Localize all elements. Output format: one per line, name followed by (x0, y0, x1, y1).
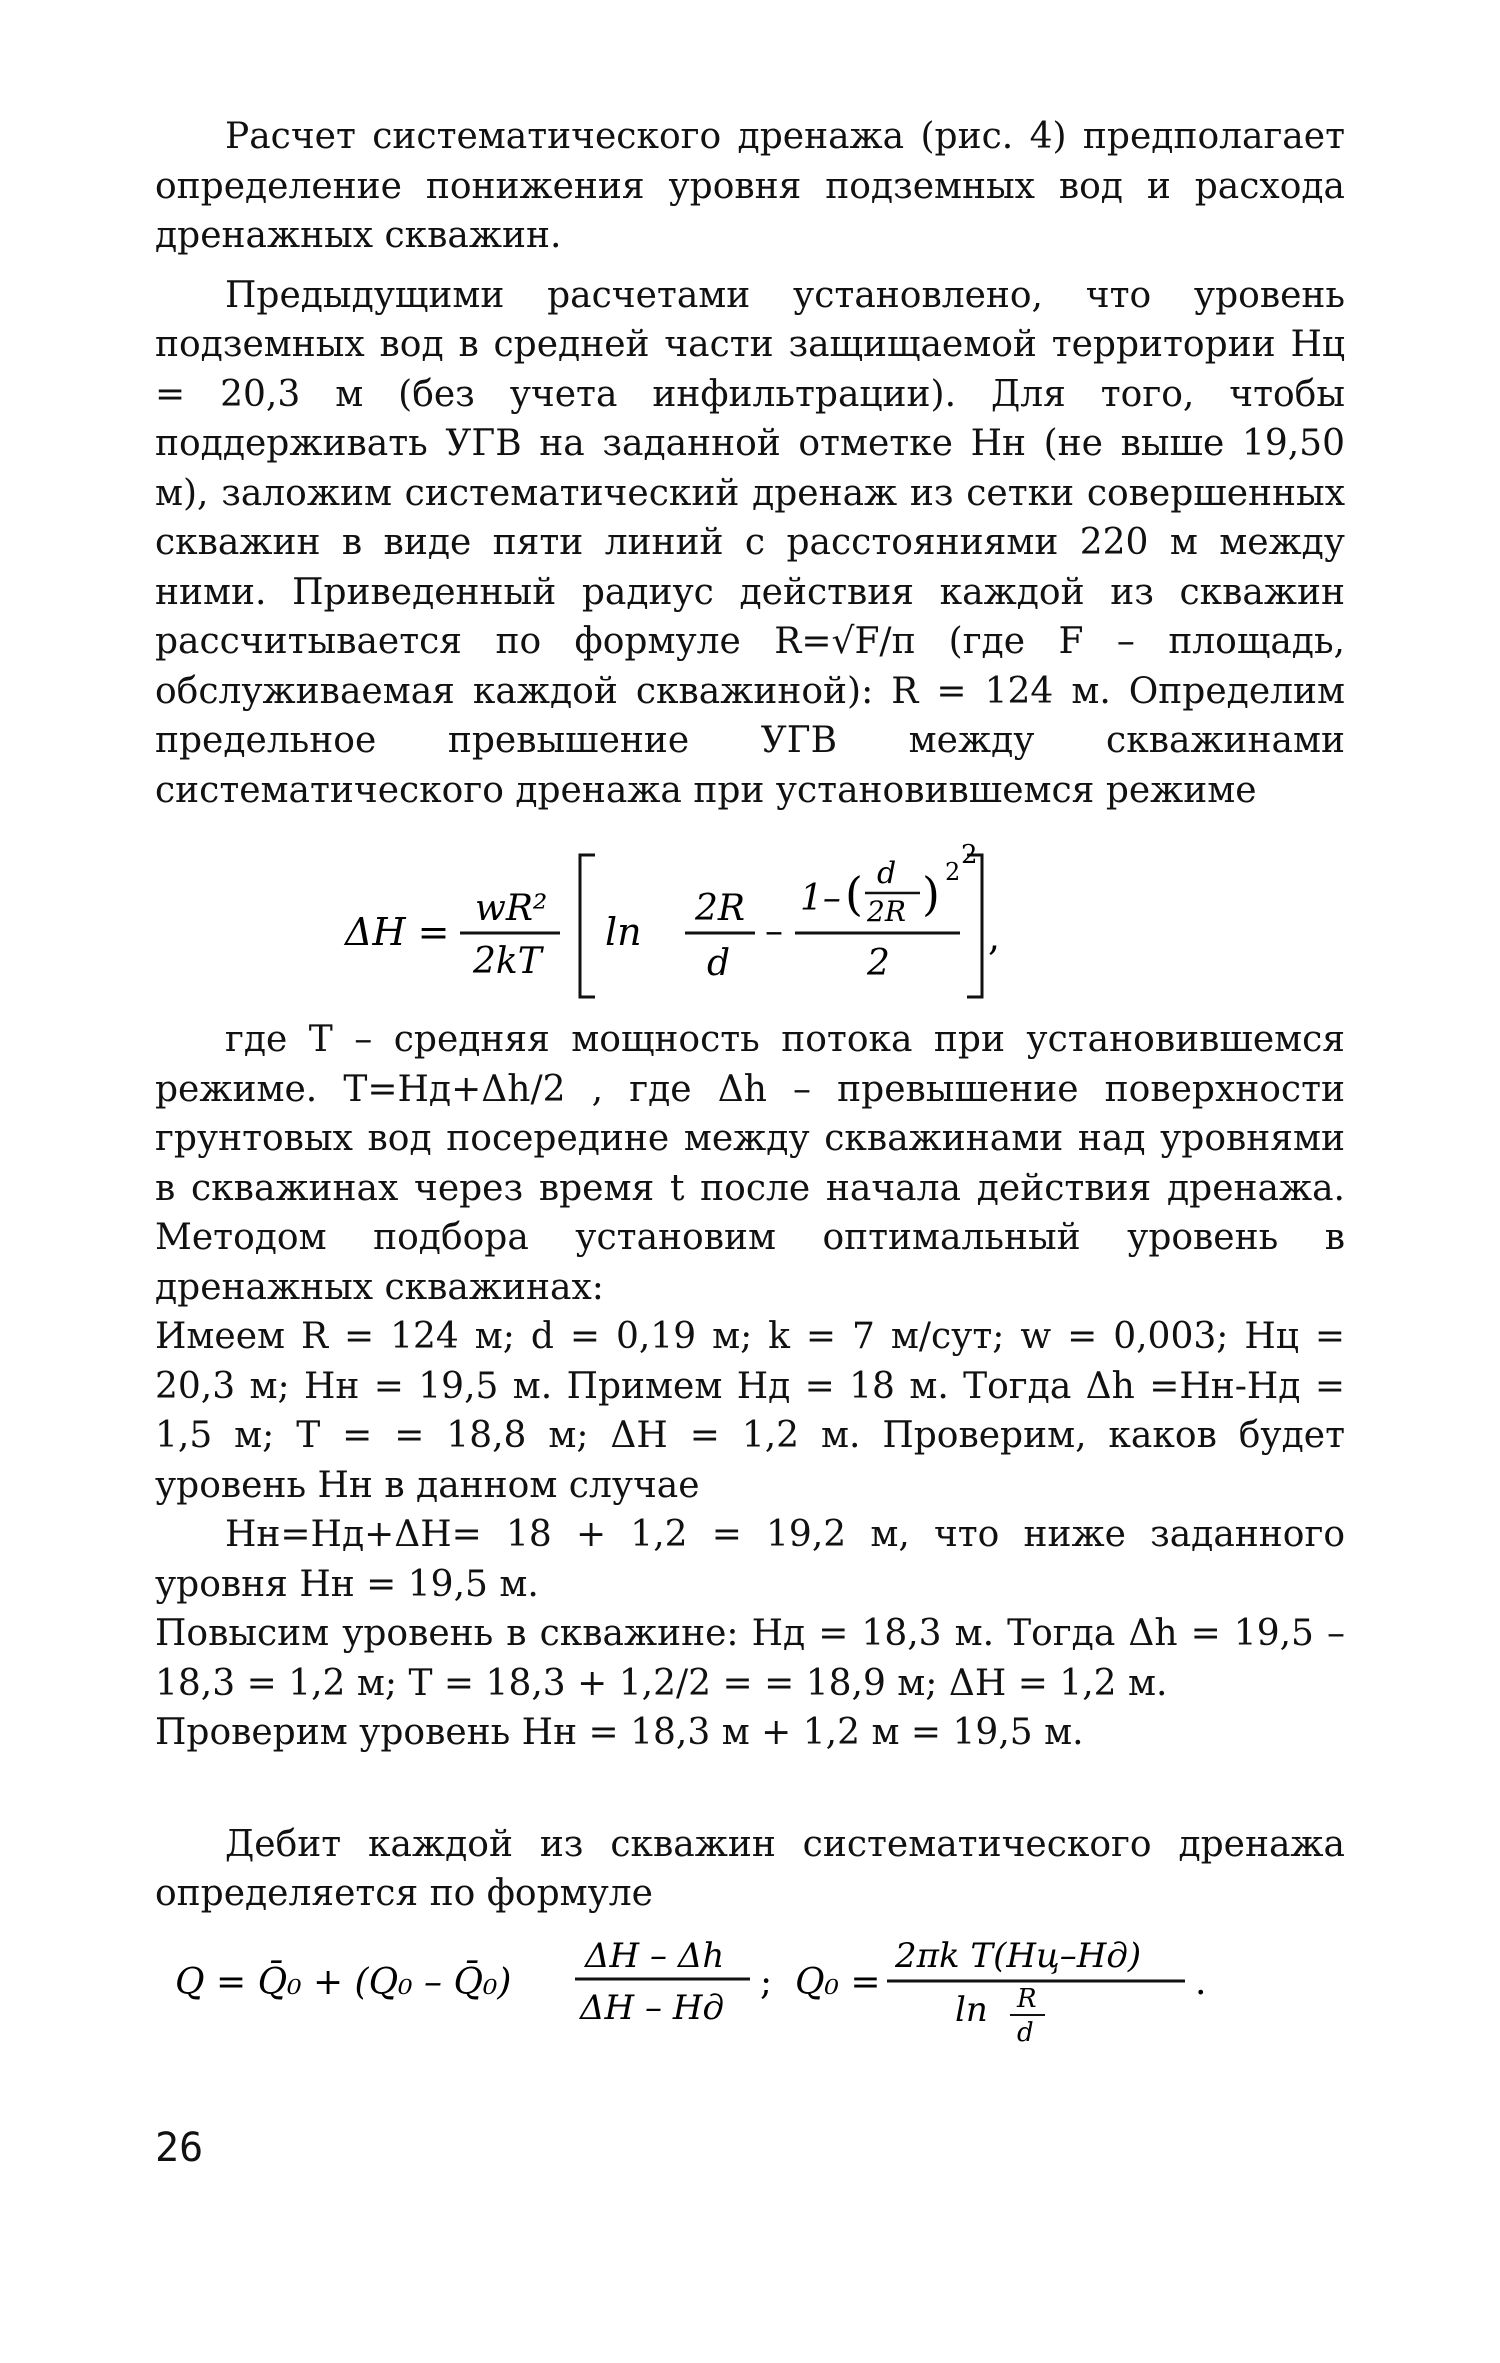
paragraph-calculation-setup: Предыдущими расчетами установлено, что уровень подземных вод в средней части защищаемой территории Hц = 20,3 м (без учета инфильтрации). Для того, чтобы поддерживать УГВ на заданной отметке Hн (не выше 19,50 м), заложим систематический дренаж из сетки совершенных скважин в виде пяти линий с расстояниями 220 м между ними. Приведенный радиус действия каждой из скважин рассчитывается по формуле R=√F/π (где F – площадь, обслуживаемая каждой скважиной): R = 124 м. Определим предельное превышение УГВ между скважинами систематического дренажа при установившемся режиме (155, 274, 1345, 811)
paragraph-first-check: Hн=Hд+ΔH= 18 + 1,2 = 19,2 м, что ниже заданного уровня Hн = 19,5 м. (155, 1514, 1345, 1605)
f1-right-bracket (967, 855, 982, 997)
f2-q0-den-ln: ln (955, 1989, 988, 2030)
paragraph-final-check: Проверим уровень Hн = 18,3 м + 1,2 м = 19,5 м. (155, 1712, 1084, 1753)
paragraph-second-trial: Повысим уровень в скважине: Hд = 18,3 м. Тогда Δh = 19,5 – 18,3 = 1,2 м; T = 18,3 + 1,2/2 = = 18,9 м; ΔH = 1,2 м. (155, 1613, 1345, 1704)
f2-frac-num: ΔH – Δh (585, 1935, 725, 1976)
paragraph-definitions: где T – средняя мощность потока при установившемся режиме. T=Hд+Δh/2 , где Δh – превышение поверхности грунтовых вод посередине между скважинами над уровнями в скважинах через время t после начала действия дренажа. Методом подбора установим оптимальный уровень в дренажных скважинах: (155, 1019, 1345, 1308)
f1-minus: – (765, 911, 783, 952)
f1-lhs: ΔH = (345, 910, 450, 954)
f1-inner-2R: 2R (867, 895, 906, 928)
page-number: 26 (155, 2125, 204, 2171)
f1-inner-den: 2 (867, 943, 890, 984)
f1-outer-square: 2 (961, 840, 978, 870)
f2-q0: Q₀ = (795, 1961, 881, 2003)
document-page (155, 112, 1345, 2049)
f1-frac-den: d (707, 943, 731, 984)
f2-q0-den-R: R (1017, 1983, 1037, 2014)
f2-frac-den: ΔH – Hд (580, 1987, 725, 2028)
f1-inner-square: 2 (945, 858, 961, 886)
f2-q0-den-d: d (1017, 2017, 1034, 2048)
f1-denominator: 2kT (473, 941, 542, 982)
f1-left-bracket (580, 855, 595, 997)
f2-separator: ; (760, 1961, 773, 2003)
f2-q0-num: 2πk T(Hц–Hд) (895, 1935, 1142, 1976)
f1-numerator: wR² (475, 888, 548, 929)
paragraph-intro: Расчет систематического дренажа (рис. 4) предполагает определение понижения уровня подземных вод и расхода дренажных скважин. (155, 116, 1345, 256)
formula-well-discharge (155, 1919, 1345, 2049)
formula-excess-level-graphic (155, 825, 1345, 1015)
f1-inner-open-paren: ( (845, 867, 863, 921)
paragraph-first-trial: Имеем R = 124 м; d = 0,19 м; k = 7 м/сут; w = 0,003; Hц = 20,3 м; Hн = 19,5 м. Примем Hд = 18 м. Тогда Δh =Hн-Hд = 1,5 м; T = = 18,8 м; ΔH = 1,2 м. Проверим, каков будет уровень Hн в данном случае (155, 1316, 1345, 1506)
f1-frac-num: 2R (695, 888, 746, 929)
f2-lhs: Q = Q̄₀ + (Q₀ – Q̄₀) (175, 1961, 512, 2003)
f1-inner-d: d (877, 856, 897, 891)
f1-ln: ln (605, 910, 642, 954)
f1-comma: , (988, 915, 1001, 959)
f1-inner-one-minus: 1– (800, 878, 841, 919)
f2-end: . (1195, 1961, 1207, 2003)
f1-inner-close-paren: ) (922, 867, 940, 921)
formula-excess-level (155, 825, 1345, 1015)
paragraph-discharge-intro: Дебит каждой из скважин систематического дренажа определяется по формуле (155, 1823, 1345, 1914)
formula-well-discharge-graphic (155, 1919, 1345, 2049)
